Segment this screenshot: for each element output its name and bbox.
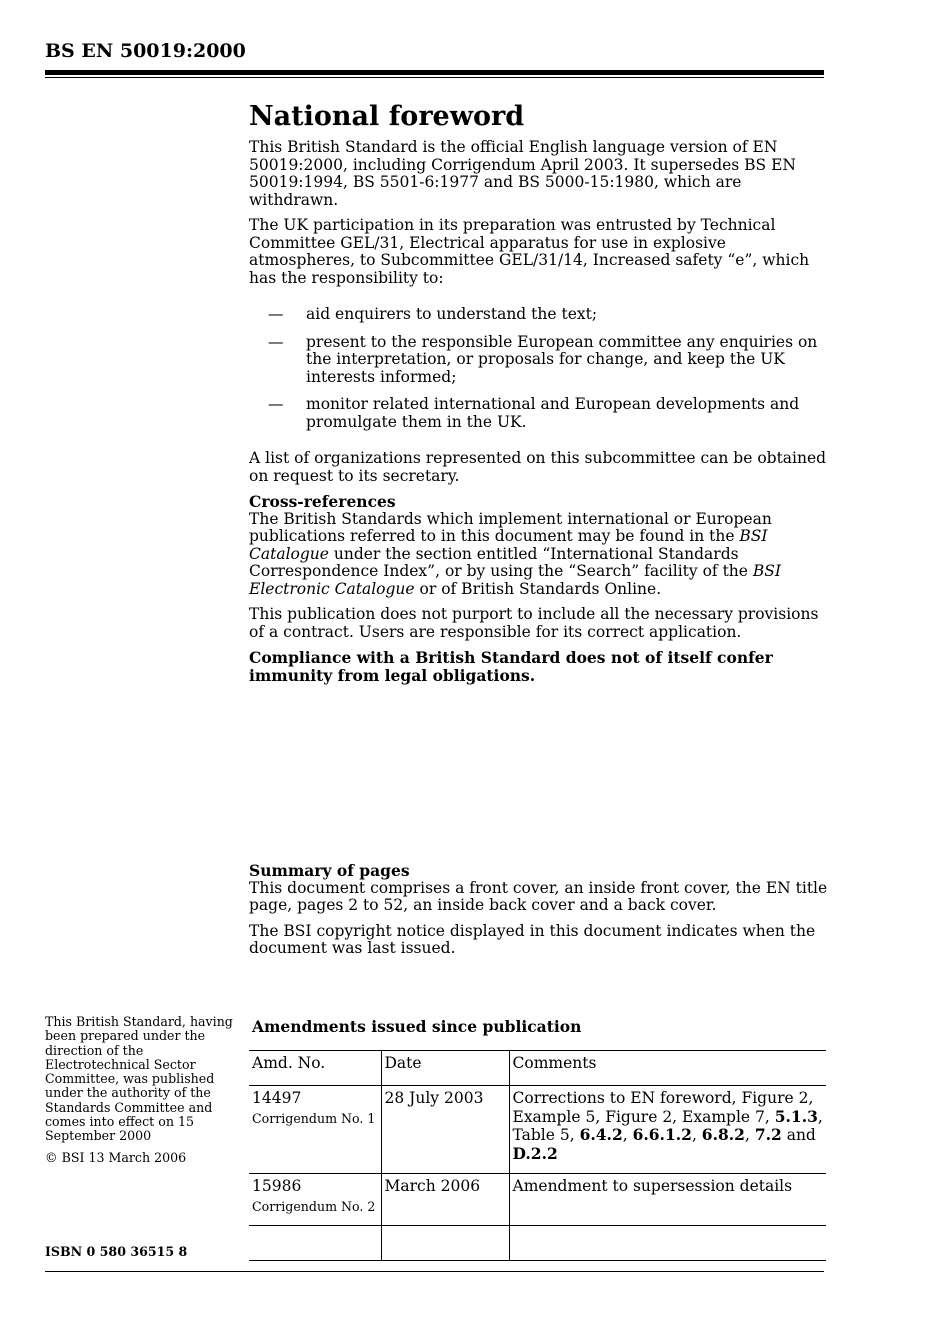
foreword-paragraph-3: A list of organizations represented on this subcommittee can be obtained on request to its secretary.	[249, 449, 827, 485]
bsi-catalogue-title: BSI Catalogue	[249, 527, 768, 563]
date-cell: March 2006	[381, 1174, 509, 1226]
footer-rule	[45, 1271, 824, 1272]
list-item	[249, 396, 829, 431]
responsibility-list	[249, 306, 829, 431]
dash-bullet: —	[268, 305, 284, 323]
crossref-text: under the section entitled “International Standards Correspondence Index”, or by using the “Search” facility of the	[249, 544, 753, 580]
crossref-heading: Cross-references	[249, 492, 396, 511]
dash-bullet: —	[268, 332, 284, 351]
foreword-paragraph-2: The UK participation in its preparation was entrusted by Technical Committee GEL/31, Electrical apparatus for use in explosive atmospheres, to Subcommittee GEL/31/14, Increased safety “e”, which has the responsibility to:	[249, 216, 810, 287]
crossref-paragraph-2: This publication does not purport to include all the necessary provisions of a contract. Users are responsible for its correct application.	[249, 605, 819, 641]
summary-paragraph-2: The BSI copyright notice displayed in this document indicates when the document was last issued.	[249, 921, 816, 957]
date-cell: 28 July 2003	[381, 1086, 509, 1174]
comment-text: , Table 5,	[512, 1107, 823, 1144]
amd-no-cell	[249, 1086, 381, 1174]
national-foreword	[249, 100, 829, 692]
table-row-empty	[249, 1226, 826, 1261]
clause-ref: 7.2	[754, 1125, 782, 1144]
amendments-table	[249, 1050, 826, 1261]
list-item-text: aid enquirers to understand the text;	[306, 305, 598, 323]
isbn: ISBN 0 580 36515 8	[45, 1244, 188, 1259]
amd-no-cell	[249, 1174, 381, 1226]
copyright-notice: © BSI 13 March 2006	[45, 1150, 187, 1165]
bsi-electronic-catalogue-title: BSI Electronic Catalogue	[249, 562, 782, 598]
empty-cell	[381, 1226, 509, 1261]
amd-no: 15986	[252, 1177, 302, 1195]
clause-ref: D.2.2	[512, 1143, 558, 1163]
column-header: Date	[381, 1051, 509, 1086]
page-title: National foreword	[249, 101, 525, 132]
table-row	[249, 1174, 826, 1226]
summary-heading: Summary of pages	[249, 861, 410, 880]
corrigendum-label: Corrigendum No. 1	[252, 1110, 376, 1126]
standard-id: BS EN 50019:2000	[45, 40, 246, 62]
foreword-paragraph-1: This British Standard is the official English language version of EN 50019:2000, including Corrigendum April 2003. It supersedes BS EN 50019:1994, BS 5501-6:1977 and BS 5000-15:1980, which are withdrawn.	[249, 138, 796, 209]
list-item-text: monitor related international and European developments and promulgate them in the UK.	[306, 395, 800, 431]
table-header-row	[249, 1051, 826, 1086]
clause-ref: 5.1.3	[774, 1106, 818, 1126]
empty-cell	[509, 1226, 826, 1261]
comment-text: Corrections to EN foreword, Figure 2, Example 5, Figure 2, Example 7,	[512, 1089, 814, 1126]
publication-note: This British Standard, having been prepared under the direction of the Electrotechnical Sector Committee, was published under the authority of the Standards Committee and comes into effect on 15 September 2000	[45, 1014, 233, 1144]
summary-of-pages	[249, 862, 829, 966]
clause-ref: 6.8.2	[701, 1125, 745, 1144]
clause-ref: 6.4.2	[579, 1125, 623, 1144]
comment-text: ,	[744, 1126, 755, 1144]
list-item	[249, 334, 829, 387]
compliance-statement: Compliance with a British Standard does not of itself confer immunity from legal obligations.	[249, 648, 773, 685]
header-rule-thick	[45, 70, 824, 75]
column-header: Amd. No.	[249, 1051, 381, 1086]
header-rule-thin	[45, 77, 824, 78]
comment-text: and	[781, 1126, 816, 1144]
summary-paragraph-1: This document comprises a front cover, an inside front cover, the EN title page, pages 2 to 52, an inside back cover and a back cover.	[249, 878, 828, 914]
list-item	[249, 306, 829, 324]
crossref-paragraph-1	[249, 511, 829, 599]
comments-cell	[509, 1086, 826, 1174]
comments-cell: Amendment to supersession details	[509, 1174, 826, 1226]
clause-ref: 6.6.1.2	[632, 1125, 692, 1144]
empty-cell	[249, 1226, 381, 1261]
list-item-text: present to the responsible European committee any enquiries on the interpretation, or proposals for change, and keep the UK interests informed;	[306, 332, 818, 386]
crossref-text: or of British Standards Online.	[414, 579, 662, 598]
amendments-title: Amendments issued since publication	[252, 1017, 582, 1036]
comment-text: ,	[622, 1126, 633, 1144]
corrigendum-label: Corrigendum No. 2	[252, 1198, 376, 1214]
comment-text: ,	[691, 1126, 702, 1144]
crossref-text: The British Standards which implement international or European publications referred to in this document may be found in the	[249, 509, 772, 545]
dash-bullet: —	[268, 395, 284, 413]
table-row	[249, 1086, 826, 1174]
amd-no: 14497	[252, 1089, 302, 1107]
column-header: Comments	[509, 1051, 826, 1086]
